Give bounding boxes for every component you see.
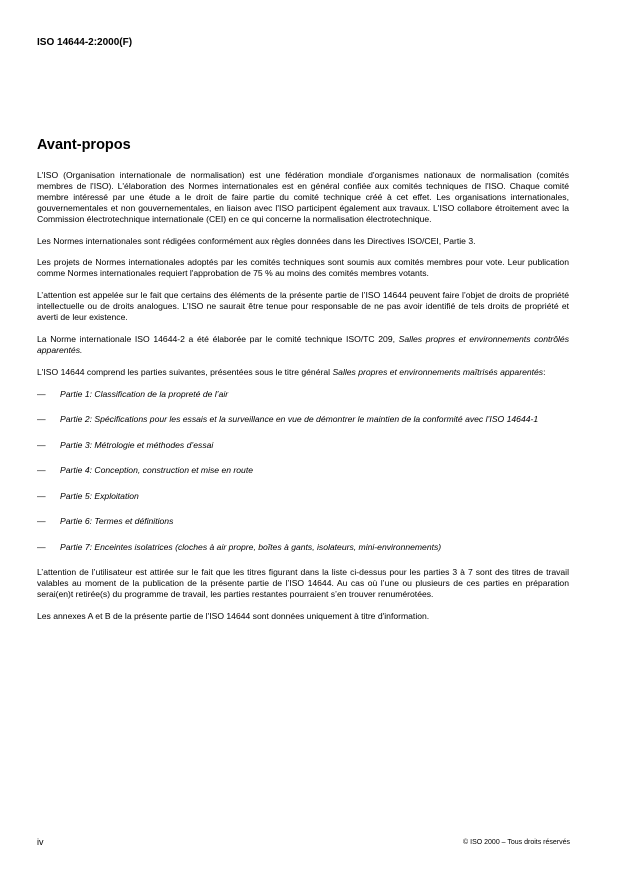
list-item bbox=[37, 465, 569, 476]
paragraph-iso-intro: L'ISO (Organisation internationale de normalisation) est une fédération mondiale d'organismes nationaux de normalisation (comités membres de l'ISO). L'élaboration des Normes internationales est en général confiée aux comités techniques de l'ISO. Chaque comité membre intéressé par une étude a le droit de faire partie du comité technique créé à cet effet. Les organisations internationales, gouvernementales et non gouvernementales, en liaison avec l'ISO participent également aux travaux. L'ISO collabore étroitement avec la Commission électrotechnique internationale (CEI) en ce qui concerne la normalisation électrotechnique. bbox=[37, 170, 569, 224]
list-item bbox=[37, 440, 569, 451]
parts-intro-text: L'ISO 14644 comprend les parties suivantes, présentées sous le titre général bbox=[37, 366, 333, 377]
part-label: Partie 6: Termes et définitions bbox=[60, 516, 174, 527]
part-label: Partie 5: Exploitation bbox=[60, 490, 139, 501]
page-number: iv bbox=[37, 837, 44, 847]
parts-intro-end: : bbox=[543, 366, 546, 377]
part-label: Partie 2: Spécifications pour les essais et la surveillance en vue de démontrer le maintien de la conformité avec l’ISO 14644-1 bbox=[60, 414, 539, 425]
parts-list bbox=[37, 389, 569, 553]
copyright-notice: © ISO 2000 – Tous droits réservés bbox=[463, 839, 570, 846]
dash-bullet: — bbox=[37, 439, 46, 450]
paragraph-directives: Les Normes internationales sont rédigées conformément aux règles données dans les Directives ISO/CEI, Partie 3. bbox=[37, 235, 476, 246]
foreword-body bbox=[37, 170, 569, 633]
prepared-by-text: La Norme internationale ISO 14644-2 a été élaborée par le comité technique ISO/TC 209, bbox=[37, 333, 399, 344]
list-item bbox=[37, 491, 569, 502]
paragraph-voting: Les projets de Normes internationales adoptés par les comités techniques sont soumis aux comités membres pour vote. Leur publication comme Normes internationales requiert l'approbation de 75 % au moins des comités membres votants. bbox=[37, 257, 569, 279]
list-item bbox=[37, 542, 569, 553]
document-id: ISO 14644-2:2000(F) bbox=[37, 37, 133, 48]
page-title: Avant-propos bbox=[37, 137, 131, 153]
list-item bbox=[37, 516, 569, 527]
list-item bbox=[37, 414, 569, 425]
parts-intro-italic: Salles propres et environnements maîtrisés apparentés bbox=[332, 366, 544, 377]
list-item bbox=[37, 389, 569, 400]
dash-bullet: — bbox=[37, 465, 46, 476]
dash-bullet: — bbox=[37, 541, 46, 552]
dash-bullet: — bbox=[37, 490, 46, 501]
paragraph-parts-intro bbox=[37, 367, 569, 378]
dash-bullet: — bbox=[37, 414, 46, 425]
part-label: Partie 7: Enceintes isolatrices (cloches à air propre, boîtes à gants, isolateurs, mini-environnements) bbox=[60, 541, 442, 552]
part-label: Partie 4: Conception, construction et mise en route bbox=[60, 465, 253, 476]
dash-bullet: — bbox=[37, 388, 46, 399]
dash-bullet: — bbox=[37, 516, 46, 527]
paragraph-working-titles: L’attention de l’utilisateur est attirée sur le fait que les titres figurant dans la liste ci-dessus pour les parties 3 à 7 sont des titres de travail valables au moment de la publication de la présente partie de l’ISO 14644. Au cas où l’une ou plusieurs de ces parties en préparation serai(en)t retirée(s) du programme de travail, les parties restantes pourraient s’en trouver renumérotées. bbox=[37, 567, 569, 599]
part-label: Partie 3: Métrologie et méthodes d’essai bbox=[60, 439, 214, 450]
prepared-by-italic: Salles propres et environnements contrôlés apparentés. bbox=[37, 333, 570, 355]
paragraph-prepared-by bbox=[37, 334, 569, 356]
paragraph-patent-rights: L’attention est appelée sur le fait que certains des éléments de la présente partie de l’ISO 14644 peuvent faire l’objet de droits de propriété intellectuelle ou de droits analogues. L’ISO ne saurait être tenue pour responsable de ne pas avoir identifié de tels droits de propriété et averti de leur existence. bbox=[37, 290, 569, 323]
part-label: Partie 1: Classification de la propreté de l’air bbox=[60, 388, 229, 399]
paragraph-annexes: Les annexes A et B de la présente partie de l'ISO 14644 sont données uniquement à titre d'information. bbox=[37, 610, 430, 621]
